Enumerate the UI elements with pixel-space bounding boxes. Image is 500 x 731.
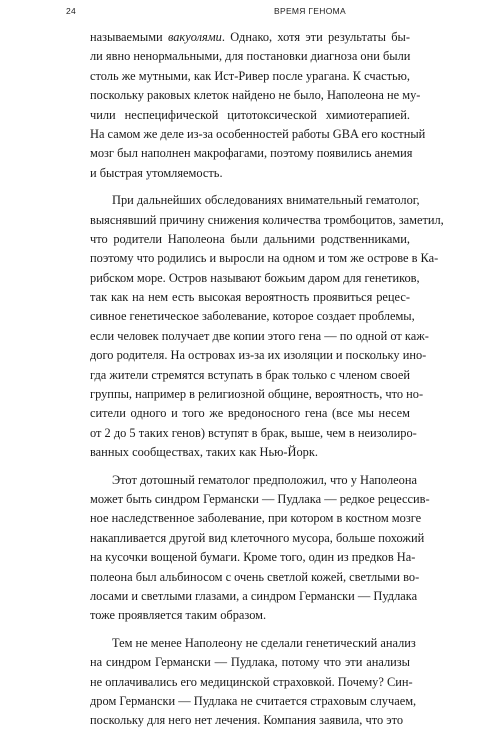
text-line <box>90 191 420 210</box>
text-line <box>90 692 417 711</box>
text-segment: ли явно ненормальными, для постановки диагноза они были <box>90 49 411 64</box>
text-line <box>90 587 418 606</box>
text-segment: чили неспецифической цитотоксической химиотерапией. <box>90 107 410 122</box>
text-line <box>90 67 410 86</box>
text-line <box>90 47 410 66</box>
text-segment: поскольку для него нет лечения. Компания заявила, что это <box>90 713 404 728</box>
text-segment: не оплачивались его медицинской страховкой. Почему? Син- <box>90 674 413 689</box>
page-number: 24 <box>66 6 77 16</box>
text-segment: При дальнейших обследованиях внимательный гематолог, <box>112 193 420 208</box>
text-line <box>90 529 425 548</box>
italic-term: вакуолями <box>167 30 222 44</box>
text-line <box>90 307 415 326</box>
text-segment: ванных сообществах, таких как Нью-Йорк. <box>90 445 318 460</box>
body-text <box>90 28 444 731</box>
text-line <box>90 86 421 105</box>
text-line <box>90 673 413 692</box>
text-line <box>90 28 410 47</box>
text-line <box>90 366 410 385</box>
text-line <box>90 548 416 567</box>
text-line <box>90 288 410 307</box>
text-segment: если человек получает две копии этого гена — по одной от каж- <box>90 328 429 343</box>
text-segment: дого родителя. На островах из-за их изоляции и поскольку ино- <box>90 348 427 363</box>
text-segment: накапливается другой вид клеточного мусора, больше похожий <box>90 530 425 545</box>
text-segment: мозг был наполнен макрофагами, поэтому появились анемия <box>90 146 413 161</box>
text-segment: дром Германски — Пудлака не считается страховым случаем, <box>90 693 417 708</box>
text-line <box>90 424 417 443</box>
book-title: ВРЕМЯ ГЕНОМА <box>274 6 346 16</box>
text-segment: называемыми <box>90 30 168 44</box>
text-line <box>90 711 410 730</box>
text-segment: сивное генетическое заболевание, которое создает проблемы, <box>90 309 415 324</box>
paragraph <box>90 191 444 462</box>
text-line <box>90 443 410 462</box>
paragraph <box>90 28 426 183</box>
text-line <box>90 211 444 230</box>
text-segment: Тем не менее Наполеону не сделали генетический анализ <box>112 635 416 650</box>
text-segment: группы, например в религиозной общине, вероятность, что но- <box>90 387 424 402</box>
text-segment: может быть синдром Германски — Пудлака — редкое рецессив- <box>90 491 430 506</box>
text-segment: от 2 до 5 таких генов) вступят в брак, выше, чем в неизолиро- <box>90 425 417 440</box>
text-line <box>90 404 410 423</box>
text-line <box>90 164 410 183</box>
text-segment: полеона был альбиносом с очень светлой кожей, светлыми во- <box>90 569 420 584</box>
text-segment: ное наследственное заболевание, при котором в костном мозге <box>90 511 422 526</box>
text-segment: на кусочки вощеной бумаги. Кроме того, один из предков На- <box>90 550 416 565</box>
text-line <box>90 249 439 268</box>
text-line <box>90 269 420 288</box>
text-segment: Этот дотошный гематолог предположил, что у Наполеона <box>112 472 417 487</box>
text-segment: . Однако, хотя эти результаты бы- <box>221 30 410 44</box>
running-head <box>66 6 436 20</box>
text-segment: поэтому что родились и выросли на одном и том же острове в Ка- <box>90 251 439 266</box>
text-segment: сители одного и того же вредоносного гена (все мы несем <box>90 406 410 421</box>
text-line <box>90 385 424 404</box>
text-segment: поскольку раковых клеток найдено не было, Наполеона не му- <box>90 88 421 103</box>
text-segment: выяснявший причину снижения количества тромбоцитов, заметил, <box>90 212 444 227</box>
paragraph <box>90 634 417 731</box>
text-segment: столь же мутными, как Ист-Ривер после урагана. К счастью, <box>90 68 410 83</box>
text-line <box>90 106 410 125</box>
text-line <box>90 509 422 528</box>
text-segment: на синдром Германски — Пудлака, потому что эти анализы <box>90 655 410 670</box>
text-line <box>90 327 429 346</box>
text-line <box>90 471 417 490</box>
text-line <box>90 634 416 653</box>
text-segment: гда жители стремятся вступать в брак только с членом своей <box>90 367 410 382</box>
text-segment: тоже проявляется таким образом. <box>90 608 267 623</box>
text-segment: лосами и светлыми глазами, а синдром Германски — Пудлака <box>90 588 418 603</box>
text-line <box>90 606 410 625</box>
text-segment: и быстрая утомляемость. <box>90 165 223 180</box>
text-line <box>90 568 420 587</box>
text-line <box>90 230 410 249</box>
text-line <box>90 346 427 365</box>
text-segment: что родители Наполеона были дальними родственниками, <box>90 231 410 246</box>
paragraph <box>90 471 430 626</box>
text-line <box>90 653 410 672</box>
text-segment: На самом же деле из-за особенностей работы GBA его костный <box>90 126 426 141</box>
text-segment: рибском море. Остров называют божьим даром для генетиков, <box>90 270 420 285</box>
text-line <box>90 125 426 144</box>
text-segment: так как на нем есть высокая вероятность проявиться рецес- <box>90 290 410 305</box>
text-line <box>90 144 413 163</box>
